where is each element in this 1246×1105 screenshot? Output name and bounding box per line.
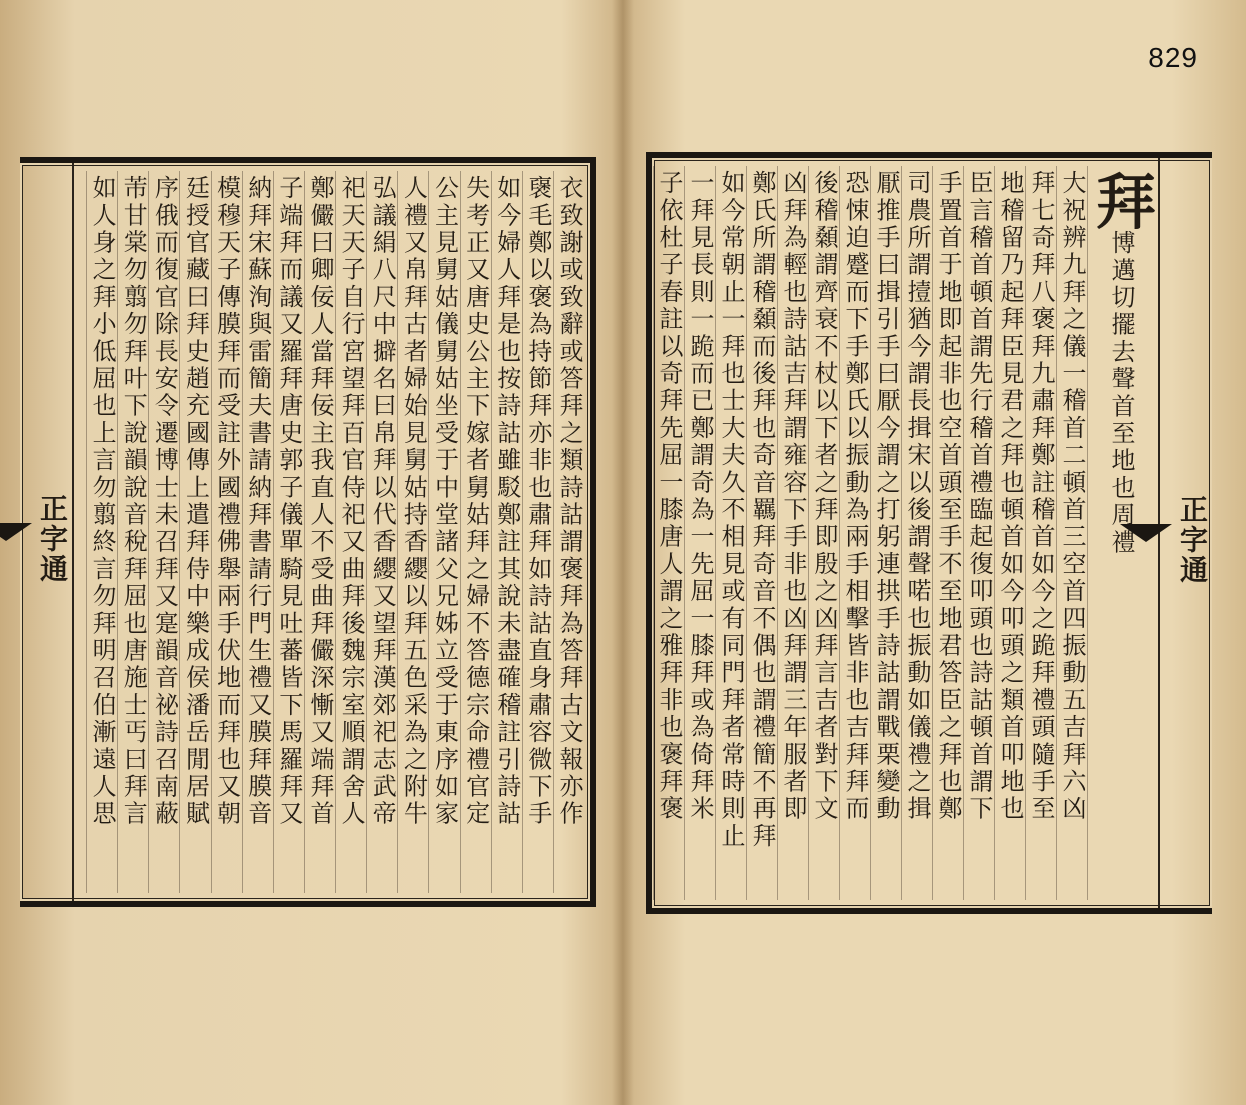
right-banner-title: 正字通: [1176, 495, 1209, 585]
text-column: 大祝辨九拜之儀一稽首二頓首三空首四振動五吉拜六凶: [1056, 166, 1087, 900]
text-column: 失考正又唐史公主下嫁者舅姑拜之婦不答德宗命禮官定: [460, 171, 491, 893]
right-page-frame: [646, 152, 1212, 914]
right-page-text: [655, 166, 1156, 900]
book-gutter: [612, 0, 634, 1105]
text-column: 司農所謂撎猶今謂長揖宋以後謂聲喏也振動如儀禮之揖: [901, 166, 932, 900]
left-banner-title: 正字通: [36, 494, 69, 584]
text-column: 子依杜子春註以奇拜先屈一膝唐人謂之雅拜非也褒拜褒: [653, 166, 684, 900]
left-page-frame: [20, 157, 596, 907]
headword: 拜: [1086, 170, 1156, 230]
text-column: 弘議絹八尺中擗名曰帛拜以代香纓又望拜漢郊祀志武帝: [366, 171, 397, 893]
text-column: 恐悚迫蹙而下手鄭氏以振動為兩手相擊皆非也吉拜拜而: [839, 166, 870, 900]
fishtail-mark-icon: [0, 523, 32, 541]
text-column: 一拜見長則一跪而已鄭謂奇為一先屈一膝拜或為倚拜米: [684, 166, 715, 900]
text-column: 如今常朝止一拜也士大夫久不相見或有同門拜者常時則止: [715, 166, 746, 900]
text-column: 祀天天子自行宮望拜百官侍祀又曲拜後魏宗室順謂舍人: [335, 171, 366, 893]
text-column: 如人身之拜小低屈也上言勿翦終言勿拜明召伯漸遠人思: [86, 171, 117, 893]
text-column: 公主見舅姑儀舅姑坐受于中堂諸父兄姊立受于東序如家: [428, 171, 459, 893]
text-column: 手置首于地即起非也空首頭至手不至地君答臣之拜也鄭: [932, 166, 963, 900]
right-page-banner: [1158, 158, 1212, 908]
page-number: 829: [1148, 42, 1198, 73]
text-column: 拜七奇拜八褒拜九肅拜鄭註稽首如今之跪拜禮頭隨手至: [1025, 166, 1056, 900]
text-column: 子端拜而議又羅拜唐史郭子儀單騎見吐蕃皆下馬羅拜又: [273, 171, 304, 893]
text-column: 鄭氏所謂稽顙而後拜也奇音羈拜奇音不偶也謂禮簡不再拜: [746, 166, 777, 900]
text-column-with-headword: [1087, 166, 1154, 900]
text-column: 臣言稽首頓首謂先行稽首禮臨起復叩頭也詩詁頓首謂下: [963, 166, 994, 900]
text-column: 人禮又帛拜古者婦始見舅姑持香纓以拜五色采為之附牛: [397, 171, 428, 893]
left-page-text: [86, 171, 584, 893]
left-page-banner: [20, 163, 74, 901]
text-column: 芾甘棠勿翦勿拜叶下說韻說音稅拜屈也唐施士丐曰拜言: [117, 171, 148, 893]
text-column: 鄭儼曰卿佞人當拜佞主我直人不受曲拜儼深慚又端拜首: [304, 171, 335, 893]
text-column: 地稽留乃起拜臣見君之拜也頓首如今叩頭之類首叩地也: [994, 166, 1025, 900]
text-column: 後稽顙謂齊衰不杖以下者之拜即殷之凶拜言吉者對下文: [808, 166, 839, 900]
text-column: 凶拜為輕也詩詁吉拜謂雍容下手非也凶拜謂三年服者即: [777, 166, 808, 900]
text-column: 厭推手曰揖引手曰厭今謂之打躬連拱手詩詁謂戰栗變動: [870, 166, 901, 900]
text-column: 衣致謝或致辭或答拜之類詩詁謂褒拜為答拜古文報亦作: [553, 171, 584, 893]
text-column: 如今婦人拜是也按詩詁雖駁鄭註其說未盡確稽註引詩詁: [491, 171, 522, 893]
text-column: 廷授官藏曰拜史趙充國傳上遣拜侍中樂成侯潘岳閒居賦: [179, 171, 210, 893]
text-column: 襃毛鄭以褒為持節拜亦非也肅拜如詩詁直身肅容微下手: [522, 171, 553, 893]
text-column: 模穆天子傳膜拜而受註外國禮佛舉兩手伏地而拜也又朝: [211, 171, 242, 893]
text-column: 納拜宋蘇洵與雷簡夫書請納拜書請行門生禮又膜拜膜音: [242, 171, 273, 893]
text-column: 序俄而復官除長安令遷博士未召拜又寔韻音祕詩召南蔽: [148, 171, 179, 893]
headword-gloss: 博邁切擺去聲首至地也周禮: [1107, 230, 1135, 557]
